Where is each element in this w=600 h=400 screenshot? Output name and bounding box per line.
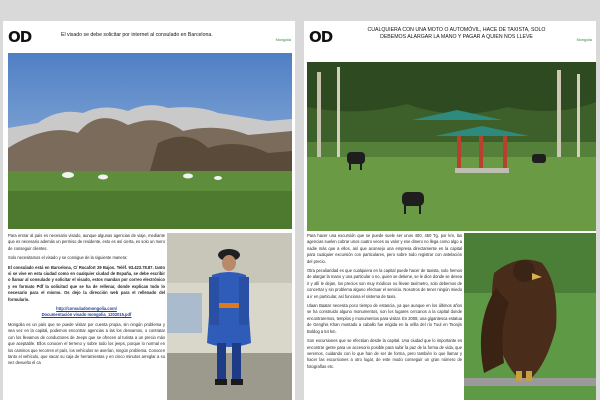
landscape-photo bbox=[8, 53, 292, 229]
consulate-link[interactable]: http://consuladomongolia.com/ bbox=[56, 306, 117, 312]
eagle-photo bbox=[464, 233, 596, 400]
paragraph: Para hacer una excursión que se puede suele ser unos 400, 450 Tg. por km, las agencias suelen cobrar unos cuatro veces su valor y ese dinero no llega como algo a nadie más que a ellos, así que aconsejo una empresa directamente en la capital para cualquier excursión con particulares, pero sobre todo registrar con antelación del precio. bbox=[307, 233, 462, 264]
page-header: CUALQUIERA CON UNA MOTO O AUTOMÓVIL, HACE DE TAXISTA, SOLO DEBEMOS ALARGAR LA MANO Y PAGAR A QUIEN NOS LLEVE bbox=[367, 27, 546, 40]
section-tag: Mongolia bbox=[275, 38, 291, 42]
page-header: El visado se debe solicitar por internet al consulado en Barcelona. bbox=[61, 32, 213, 38]
paragraph: Otra peculiaridad es que cualquiera en la capital puede hacer de taxista, solo hemos de alargar la mano y una particular o no, quien se detiene, se le dice donde se desea ir y allí le dejan, los precios son muy módicos no llevan taxímetro, solo debemos de concertar y sin problema alguno efectuar el servicio. Nosotros de tener ningún miedo a ir en particular, así funciona el sistema de taxis. bbox=[307, 268, 462, 299]
article-text bbox=[8, 233, 165, 370]
paragraph: El consulado está en Barcelona, C/ Rocafort 29 Bajos. Teléf. 93.423.78.87. tanto si se vive en esta ciudad como en cualquier ciudad de España, se debe escribir o llamar al consulado y solicitar el visado, estos mandan por correo electrónico y en formato Pdf la solicitud que se ha de rellenar, donde explican todo lo necesario para el mismo. Os dejo la dirección web para el rellenado del formulario. bbox=[8, 264, 165, 302]
paragraph: Son excursiones que se efectúan desde la capital. Una ciudad que lo importante es encontrar gente para un accesorio posible para subir la paz de la forma de vida, que veremos, cuidando con lo que han de ser de forma, pero también lo que llamar y hacer las excursiones a otro lugar, de este modo conseguir un gran número de fotografías etc. bbox=[307, 338, 462, 369]
visa-pdf-link[interactable]: Documentación visado mongolia_1202015.pdf bbox=[41, 312, 132, 318]
paragraph: Solo necesitamos el visado y se consigue de la siguiente manera: bbox=[8, 255, 128, 261]
paragraph: Mongolia es un país que se puede visitar por cuenta propia, sin ningún problema y sea vez en la capital, podemos encontrar agencias a las los desvamos, o contratar con los llevamos de conductores de Jeeps que se ofrecen al turista a un precio más que aceptable. Ellos conocen el terreno y sobre todo los jeeps, porque lo normal en los caminos que recorren el país, los vehículos se averían, ningún problema. Conocen tanto el vehículo, que sacar su caja de herramientas y en cinco minutos arreglar a su vez devuelto el ca bbox=[8, 321, 165, 366]
magazine-logo: OD bbox=[309, 28, 333, 46]
section-tag: Mongolia bbox=[576, 38, 592, 42]
paragraph: Ulaan Baatar necesita poco tiempo de estancia, ya que aunque en los últimos años se ha construido alguno monumentos, son los lugares cercanos a la capital donde encontraremos, templos y monumentos para visitar. En 2008, una gigantesca estatua de Genghis Khan montado a caballo fue erigida en la orilla del río Tuul en Tsonjin Boldog a 54 km. bbox=[307, 303, 462, 334]
person-photo bbox=[167, 233, 292, 400]
article-text bbox=[307, 233, 462, 373]
link-block bbox=[8, 306, 165, 319]
left-page bbox=[3, 21, 295, 400]
right-page bbox=[304, 21, 596, 400]
temple-photo bbox=[307, 62, 596, 231]
paragraph: Para entrar al país es necesario visado, aunque algunas agencias de viaje, mediante que es necesario además un permiso de residente, esto es así cierta, es solo un mero de conseguir clientes. bbox=[8, 233, 165, 251]
magazine-logo: OD bbox=[8, 28, 32, 46]
